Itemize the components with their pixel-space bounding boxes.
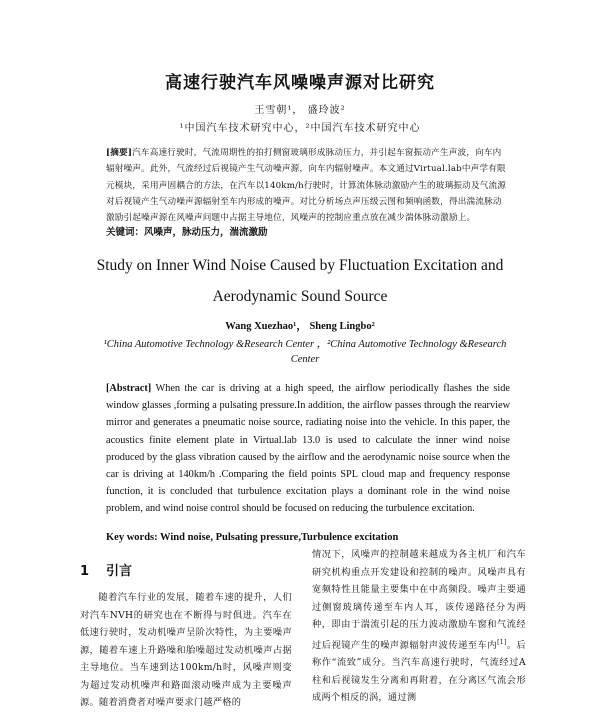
section-title: 引言 xyxy=(106,564,133,579)
body-left-column: 随着汽车行业的发展，随着车速的提升，人们对汽车NVH的研究也在不断得与时俱进。汽车在低速行驶时，发动机噪声呈阶次特性，为主要噪声源，随着车速上升路噪和胎噪超过发动机噪声占据主导地位。当车速到达100km/h时，风噪声则变为超过发动机噪声和路面滚动噪声成为主要噪声源。随着消费者对噪声要求门越严格的 xyxy=(80,592,292,708)
chinese-abstract-label: [摘要] xyxy=(106,148,133,158)
chinese-title: 高速行驶汽车风噪噪声源对比研究 xyxy=(165,73,435,93)
right-column-text-b: 。后称作“流致”成分。当汽车高速行驶时，气流经过A柱和后视镜发生分离和再附着，在分离区气流会形成两个相反的涡，通过测 xyxy=(312,639,526,704)
english-abstract-label: [Abstract] xyxy=(106,383,152,394)
english-title-line-2: Aerodynamic Sound Source xyxy=(212,288,388,305)
english-affiliation-line-1: ¹China Automotive Technology &Research Center ，²China Automotive Technology &Research xyxy=(103,339,507,350)
english-abstract xyxy=(106,380,510,518)
english-affiliation-line-2: Center xyxy=(290,354,320,365)
body-right-column xyxy=(312,546,526,707)
right-column-text-a: 情况下，风噪声的控制越来越成为各主机厂和汽车研究机构重点开发建设和控制的噪声。风噪声具有宽频特性且能量主要集中在中高频段。噪声主要通过侧窗玻璃传递至车内人耳，该传递路径分为两种，即由于湍流引起的压力波动激励车窗和气流经过后视镜产生的噪声源辐射声波传递至车内 xyxy=(312,549,526,651)
section-heading xyxy=(80,560,132,579)
english-title-line-1: Study on Inner Wind Noise Caused by Fluctuation Excitation and xyxy=(96,257,504,274)
chinese-affiliations: ¹中国汽车技术研究中心，²中国汽车技术研究中心 xyxy=(179,123,421,134)
chinese-keywords: 关键词：风噪声，脉动压力，湍流激励 xyxy=(106,227,268,238)
chinese-abstract-text: 汽车高速行驶时，气流周期性的拍打侧窗玻璃形成脉动压力，并引起车窗振动产生声波，向车内辐射噪声。此外，气流经过后视镜产生气动噪声源，向车内辐射噪声。本文通过Virtual.lab中声学有限元模块，采用声固耦合的方法，在汽车以140km/h行驶时，计算流体脉动激励产生的玻璃振动及气流源对后视镜产生气动噪声源辐射至车内形成的噪声。对比分析场点声压级云图和频响函数，得出湍流脉动激励引起噪声源在风噪声问题中占据主导地位，风噪声的控制应重点放在减少湍体脉动激励上。 xyxy=(106,148,507,224)
citation-ref: [1] xyxy=(497,638,507,646)
chinese-abstract xyxy=(106,145,510,226)
english-affiliations xyxy=(100,337,510,367)
english-keywords: Key words: Wind noise, Pulsating pressure,Turbulence excitation xyxy=(106,532,399,543)
section-number: 1 xyxy=(80,564,90,579)
english-authors: Wang Xuezhao¹， Sheng Lingbo² xyxy=(225,321,375,332)
chinese-authors: 王雪朝¹， 盛玲波² xyxy=(254,105,346,116)
english-abstract-text: When the car is driving at a high speed, the airflow periodically flashes the side window glasses ,forming a pulsating pressure.In addition, the airflow passes through the rearview mirror and generates a pneumatic noise source, radiating noise into the vehicle. In this paper, the acoustics finite element plate in Virtual.lab 13.0 is used to calculate the inner wind noise produced by the glass vibration caused by the airflow and the aerodynamic noise source when the car is driving at 140km/h .Comparing the field points SPL cloud map and frequency response function, it is concluded that turbulence excitation plays a dominant role in the wind noise problem, and wind noise control should be focused on reducing the turbulence excitation. xyxy=(106,383,510,515)
